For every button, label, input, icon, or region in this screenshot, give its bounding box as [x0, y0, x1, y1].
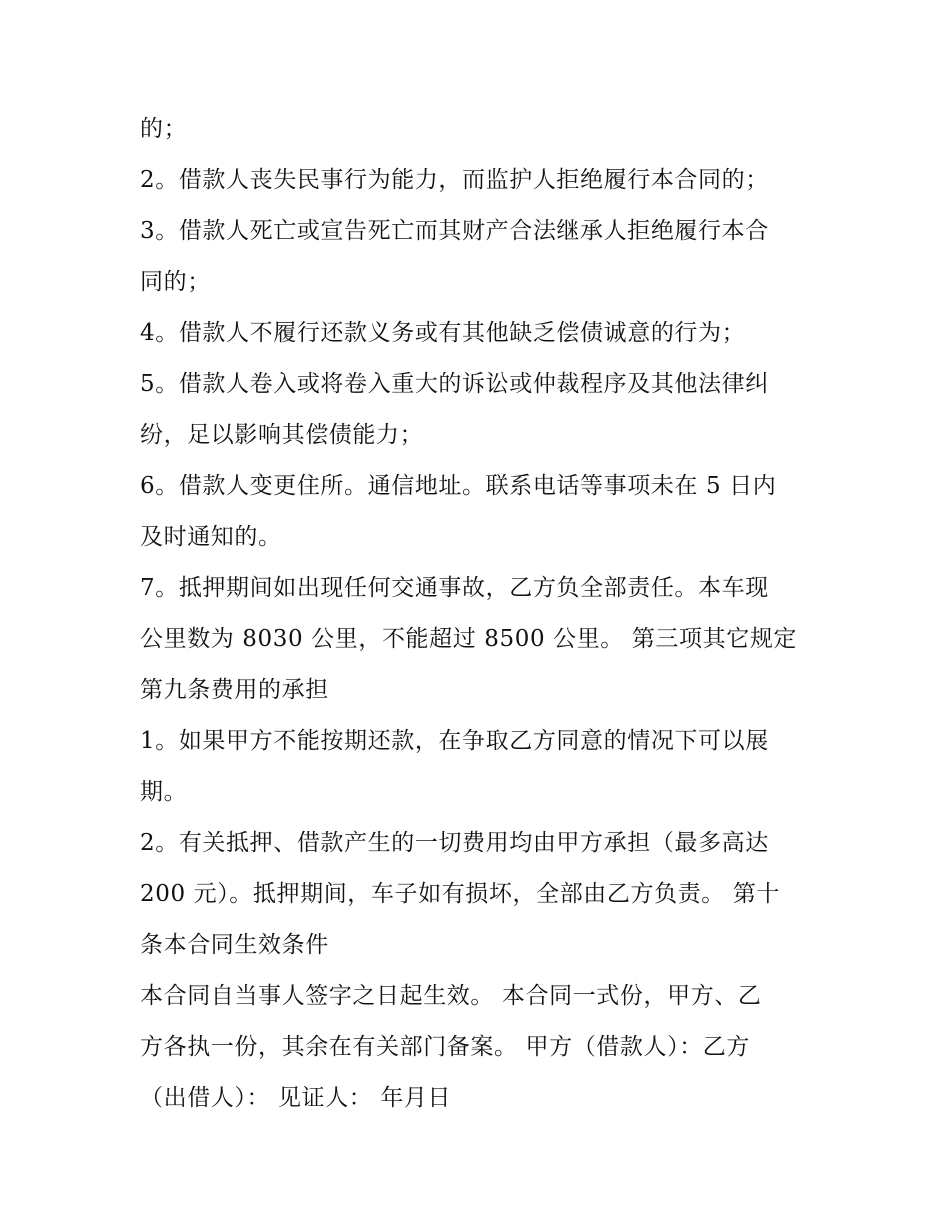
text-line: 2。有关抵押、借款产生的一切费用均由甲方承担（最多高达: [140, 830, 769, 856]
text-line: 5。借款人卷入或将卷入重大的诉讼或仲裁程序及其他法律纠: [140, 371, 769, 397]
text-line: 期。: [140, 779, 188, 805]
text-line: 3。借款人死亡或宣告死亡而其财产合法继承人拒绝履行本合: [140, 218, 769, 244]
text-line: 本合同自当事人签字之日起生效。 本合同一式份，甲方、乙: [140, 983, 762, 1009]
text-line: 方各执一份，其余在有关部门备案。 甲方（借款人）：乙方: [140, 1034, 751, 1060]
text-line: 4。借款人不履行还款义务或有其他缺乏偿债诚意的行为；: [140, 320, 746, 346]
text-line: 6。借款人变更住所。通信地址。联系电话等事项未在 5 日内: [140, 473, 777, 499]
text-line: 的；: [140, 116, 188, 142]
text-line: 同的；: [140, 269, 211, 295]
text-line: 1。如果甲方不能按期还款，在争取乙方同意的情况下可以展: [140, 728, 769, 754]
text-line: 7。抵押期间如出现任何交通事故，乙方负全部责任。本车现: [140, 575, 769, 601]
section-heading: 第九条费用的承担: [140, 677, 329, 703]
text-line: 200 元）。抵押期间，车子如有损坏，全部由乙方负责。 第十: [140, 881, 781, 907]
signature-line: （出借人）： 见证人： 年月日: [140, 1085, 452, 1111]
text-line: 及时通知的。: [140, 524, 282, 550]
text-line: 纷，足以影响其偿债能力；: [140, 422, 424, 448]
text-line: 公里数为 8030 公里，不能超过 8500 公里。 第三项其它规定: [140, 626, 798, 652]
text-line: 2。借款人丧失民事行为能力，而监护人拒绝履行本合同的；: [140, 167, 769, 193]
section-heading: 条本合同生效条件: [140, 932, 329, 958]
